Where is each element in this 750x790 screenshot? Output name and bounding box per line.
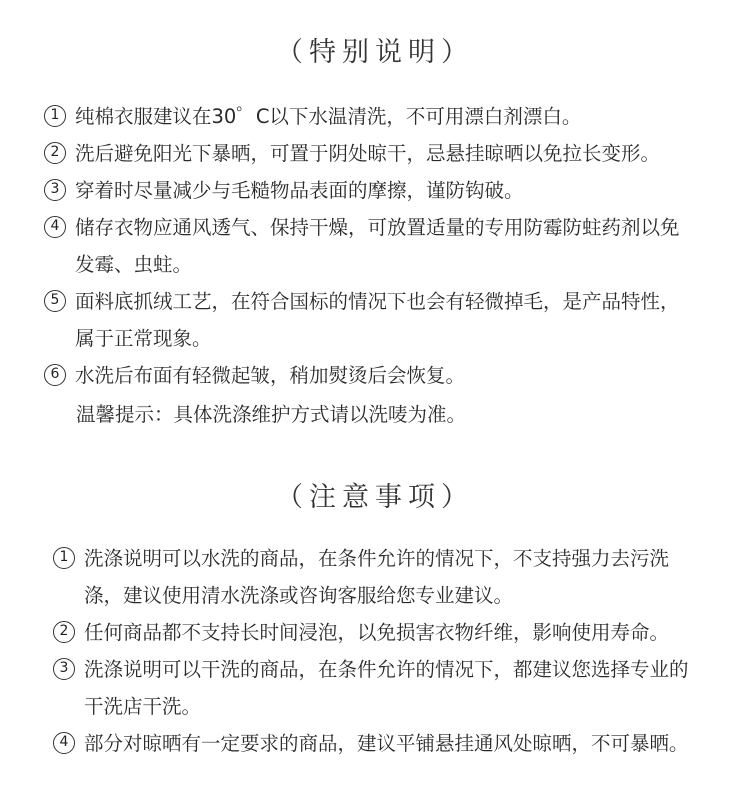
item-text: 纯棉衣服建议在30゜C以下水温清洗，不可用漂白剂漂白。: [75, 105, 582, 128]
item-text: 洗涤说明可以干洗的商品，在条件允许的情况下，都建议您选择专业的干洗店干洗。: [84, 658, 689, 718]
item-number: 1: [44, 105, 66, 127]
precautions-list: [53, 540, 693, 762]
list-item: [44, 209, 684, 283]
list-item: [44, 357, 684, 394]
list-item: [44, 283, 684, 357]
special-notes-title: （特别说明）: [276, 37, 474, 68]
item-number: 6: [44, 364, 66, 386]
item-number: 1: [53, 547, 75, 569]
item-number: 2: [44, 142, 66, 164]
list-item: [44, 172, 684, 209]
item-number: 4: [44, 216, 66, 238]
item-number: 3: [44, 179, 66, 201]
item-text: 储存衣物应通风透气、保持干燥，可放置适量的专用防霉防蛀药剂以免发霉、虫蛀。: [75, 216, 680, 276]
item-number: 5: [44, 290, 66, 312]
list-item: [53, 651, 693, 725]
list-item: [53, 540, 693, 614]
item-text: 任何商品都不支持长时间浸泡，以免损害衣物纤维，影响使用寿命。: [84, 621, 670, 644]
list-item: [44, 98, 684, 135]
item-number: 3: [53, 658, 75, 680]
precautions-title: （注意事项）: [276, 482, 474, 513]
item-text: 穿着时尽量减少与毛糙物品表面的摩擦，谨防钩破。: [75, 179, 524, 202]
item-text: 水洗后布面有轻微起皱，稍加熨烫后会恢复。: [75, 364, 466, 387]
list-item: [44, 135, 684, 172]
care-tip-note: 温馨提示：具体洗涤维护方式请以洗唛为准。: [76, 403, 467, 426]
item-text: 洗后避免阳光下暴晒，可置于阴处晾干，忌悬挂晾晒以免拉长变形。: [75, 142, 661, 165]
list-item: [53, 614, 693, 651]
list-item: [53, 725, 693, 762]
item-text: 面料底抓绒工艺，在符合国标的情况下也会有轻微掉毛，是产品特性，属于正常现象。: [75, 290, 680, 350]
item-text: 部分对晾晒有一定要求的商品，建议平铺悬挂通风处晾晒，不可暴晒。: [84, 732, 689, 755]
item-number: 2: [53, 621, 75, 643]
item-number: 4: [53, 732, 75, 754]
item-text: 洗涤说明可以水洗的商品，在条件允许的情况下，不支持强力去污洗涤，建议使用清水洗涤或咨询客服给您专业建议。: [84, 547, 670, 607]
special-notes-list: [44, 98, 684, 394]
